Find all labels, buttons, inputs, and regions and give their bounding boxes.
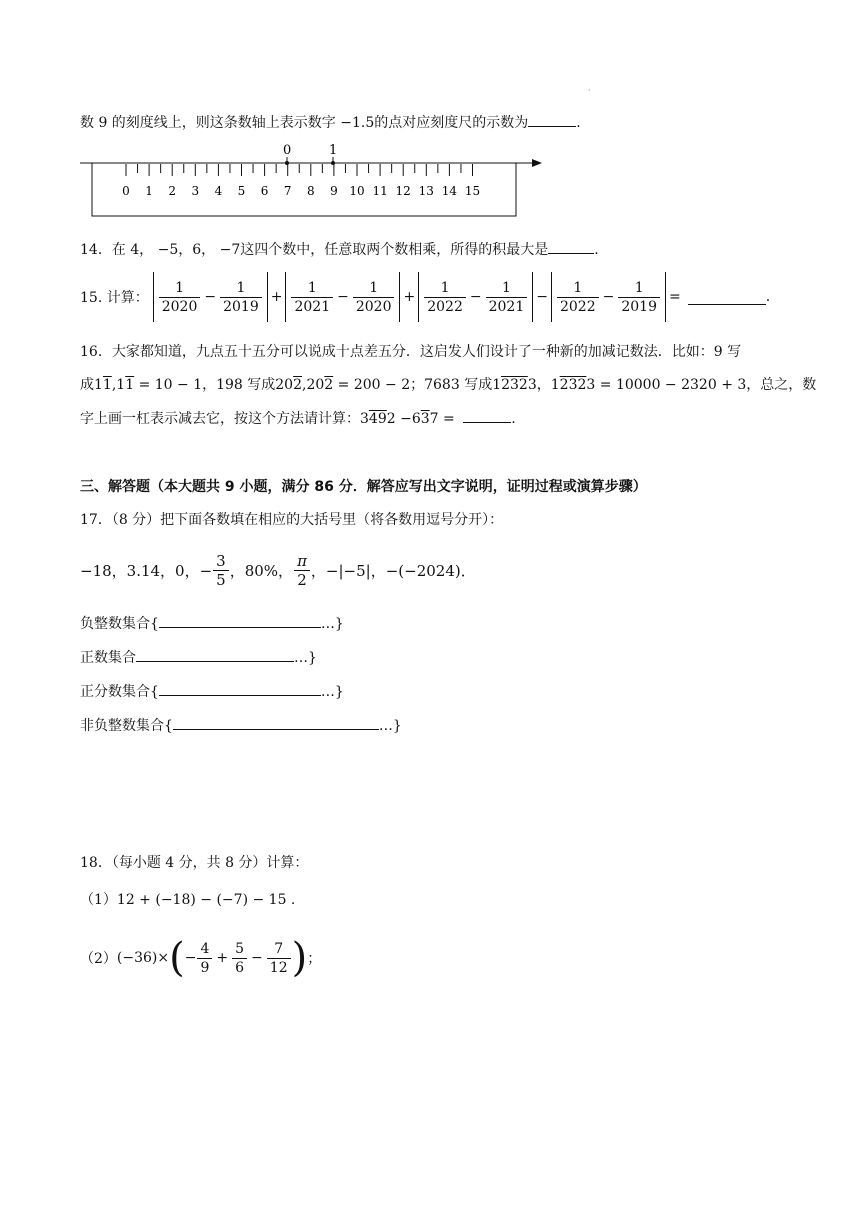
abs-group-3: $\frac{1}{2022}$ − $\frac{1}{2021}$ (418, 272, 533, 322)
q14-stem: 14．在 4， −5，6， −7这四个数中，任意取两个数相乘，所得的积最大是 (80, 242, 549, 258)
set-positive-fractions: 正分数集合{ …} (80, 681, 344, 701)
q18-part-2: （2） (−36)× ( − $\frac{4}{9}$ + $\frac{5}{6}$ − $\frac{7}{12}$ ) ； (80, 935, 322, 981)
q14-period: . (594, 242, 599, 258)
ruler-tick-label: 13 (418, 184, 434, 198)
q14-answer-blank[interactable] (548, 239, 594, 254)
ruler-tick-label: 3 (191, 184, 200, 198)
q13-tail: 数 9 的刻度线上，则这条数轴上表示数字 −1.5的点对应刻度尺的示数为 (80, 115, 529, 131)
set-positive-fractions-blank[interactable] (159, 681, 321, 696)
q15-period: . (765, 289, 771, 305)
axis-label-1: 1 (329, 143, 338, 158)
ruler-tick-label: 11 (372, 184, 388, 198)
ruler-tick-label: 1 (145, 184, 153, 198)
ruler-tick-label: 2 (168, 184, 177, 198)
ruler-tick-label: 7 (283, 184, 292, 198)
set-positive-numbers: 正数集合 …} (80, 647, 317, 667)
q16-period: . (511, 411, 516, 427)
ruler-tick-label: 12 (395, 184, 411, 198)
axis-label-0: 0 (283, 143, 292, 158)
ruler-tick-label: 10 (349, 184, 365, 198)
q17-title: 17．（8 分）把下面各数填在相应的大括号里（将各数用逗号分开）： (80, 512, 504, 528)
section-3-heading: 三、解答题（本大题共 9 小题，满分 86 分．解答应写出文字说明，证明过程或演算步骤） (80, 479, 647, 495)
abs-group-1: $\frac{1}{2020}$ − $\frac{1}{2019}$ (153, 272, 268, 322)
corner-mark: · (588, 86, 591, 95)
axis-point-0 (285, 161, 289, 165)
q15-label: 15. 计算： (80, 290, 149, 306)
q17-numbers: −18，3.14，0，− $\frac{3}{5}$ ，80%， $\frac{\pi}{2}$ ，−|−5|，−(−2024)． (80, 551, 476, 589)
q13-text (80, 112, 581, 132)
set-negative-integers: 负整数集合{ …} (80, 613, 344, 633)
ruler-ticks (126, 164, 473, 176)
q18-title: 18．（每小题 4 分，共 8 分）计算： (80, 855, 309, 871)
axis-arrow (532, 159, 542, 167)
set-nonnegative-integers-blank[interactable] (173, 715, 379, 730)
q18-part-1: （1）12 + (−18) − (−7) − 15 . (80, 892, 296, 908)
ruler-tick-label: 6 (260, 184, 269, 198)
ruler-tick-label: 8 (306, 184, 315, 198)
q16-line-1: 16．大家都知道，九点五十五分可以说成十点差五分．这启发人们设计了一种新的加减记数法．比如：9 写 (80, 344, 742, 360)
q13-answer-blank[interactable] (528, 112, 576, 127)
number-line-figure (70, 140, 550, 222)
q15-expression: 15. 计算： $\frac{1}{2020}$ − $\frac{1}{2019}$ + $\frac{1}{2021}$ − $\frac{1}{2020}$ + $\frac{1}{2022}$ − $\frac{1}{2021}$ − $\frac{1}{2022}$ − $\frac{1}{2019}$ = . (80, 272, 770, 322)
ruler-tick-label: 9 (330, 184, 338, 198)
set-nonnegative-integers: 非负整数集合{ …} (80, 715, 402, 735)
q13-period: . (576, 115, 581, 131)
ruler-tick-label: 5 (237, 184, 246, 198)
q15-answer-blank[interactable] (688, 290, 766, 305)
q16-line-3: 字上画一杠表示减去它，按这个方法请计算：3492 −637 = . (80, 408, 516, 428)
abs-group-4: $\frac{1}{2022}$ − $\frac{1}{2019}$ (551, 272, 666, 322)
abs-group-2: $\frac{1}{2021}$ − $\frac{1}{2020}$ (285, 272, 400, 322)
q14-text (80, 239, 599, 259)
q16-line-2: 成11,11 = 10 − 1，198 写成202,202 = 200 − 2；7683 写成12323，12323 = 10000 − 2320 + 3，总之，数 (80, 377, 817, 393)
set-negative-integers-blank[interactable] (159, 613, 321, 628)
q16-answer-blank[interactable] (463, 408, 511, 423)
ruler-tick-label: 14 (441, 184, 458, 198)
ruler-tick-label: 0 (122, 184, 130, 198)
ruler-labels (122, 184, 480, 198)
ruler-tick-label: 4 (214, 184, 223, 198)
set-positive-numbers-blank[interactable] (136, 647, 294, 662)
ruler-tick-label: 15 (464, 184, 481, 198)
